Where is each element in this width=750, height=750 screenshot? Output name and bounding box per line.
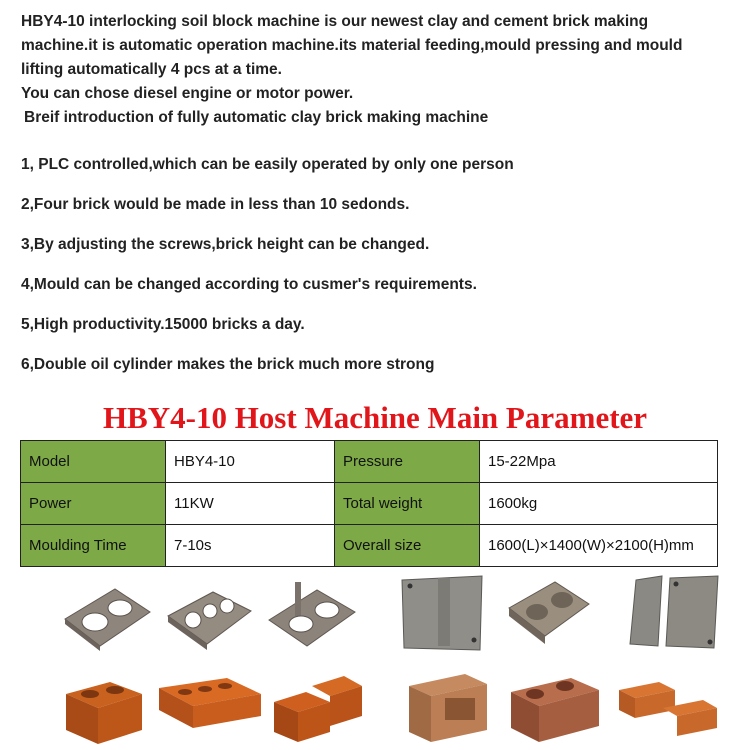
- intro-line-1: HBY4-10 interlocking soil block machine is our newest clay and cement brick making: [21, 13, 649, 30]
- intro-line-2: machine.it is automatic operation machine.its material feeding,mould pressing and mould: [21, 37, 683, 54]
- feature-item: 4,Mould can be changed according to cusmer's requirements.: [21, 276, 477, 293]
- table-row: [21, 483, 718, 525]
- parameter-table: [20, 440, 718, 567]
- param-value-overall-size: 1600(L)×1400(W)×2100(H)mm: [480, 525, 718, 567]
- brick-image: [405, 668, 490, 746]
- param-value-weight: 1600kg: [480, 483, 718, 525]
- table-row: [21, 525, 718, 567]
- mould-plate-image: [400, 572, 485, 652]
- mould-plate-image: [265, 580, 360, 655]
- mould-plate-image: [60, 584, 155, 654]
- brick-image: [60, 672, 145, 747]
- feature-item: 3,By adjusting the screws,brick height can be changed.: [21, 236, 430, 253]
- brick-image: [507, 672, 602, 744]
- param-key-power: Power: [21, 483, 166, 525]
- param-value-moulding-time: 7-10s: [166, 525, 335, 567]
- param-key-weight: Total weight: [335, 483, 480, 525]
- param-key-pressure: Pressure: [335, 441, 480, 483]
- mould-plate-image: [165, 586, 255, 654]
- intro-line-3: lifting automatically 4 pcs at a time.: [21, 61, 282, 78]
- feature-list: [21, 154, 736, 394]
- intro-line-4: You can chose diesel engine or motor power.: [21, 85, 354, 102]
- intro-text: [21, 10, 736, 130]
- mould-plate-image: [622, 572, 720, 652]
- feature-item: 2,Four brick would be made in less than 10 sedonds.: [21, 196, 410, 213]
- brick-image: [155, 674, 265, 734]
- intro-line-5: Breif introduction of fully automatic clay brick making machine: [24, 109, 489, 126]
- param-key-moulding-time: Moulding Time: [21, 525, 166, 567]
- brick-image: [615, 678, 720, 738]
- param-value-power: 11KW: [166, 483, 335, 525]
- parameter-title: HBY4-10 Host Machine Main Parameter: [102, 400, 648, 435]
- mould-plate-image: [507, 578, 592, 650]
- feature-item: 5,High productivity.15000 bricks a day.: [21, 316, 305, 333]
- feature-item: 6,Double oil cylinder makes the brick much more strong: [21, 356, 435, 373]
- param-key-model: Model: [21, 441, 166, 483]
- feature-item: 1, PLC controlled,which can be easily operated by only one person: [21, 156, 514, 173]
- param-value-pressure: 15-22Mpa: [480, 441, 718, 483]
- product-photos: [60, 572, 720, 747]
- param-key-overall-size: Overall size: [335, 525, 480, 567]
- brick-image: [270, 672, 365, 747]
- table-row: [21, 441, 718, 483]
- param-value-model: HBY4-10: [166, 441, 335, 483]
